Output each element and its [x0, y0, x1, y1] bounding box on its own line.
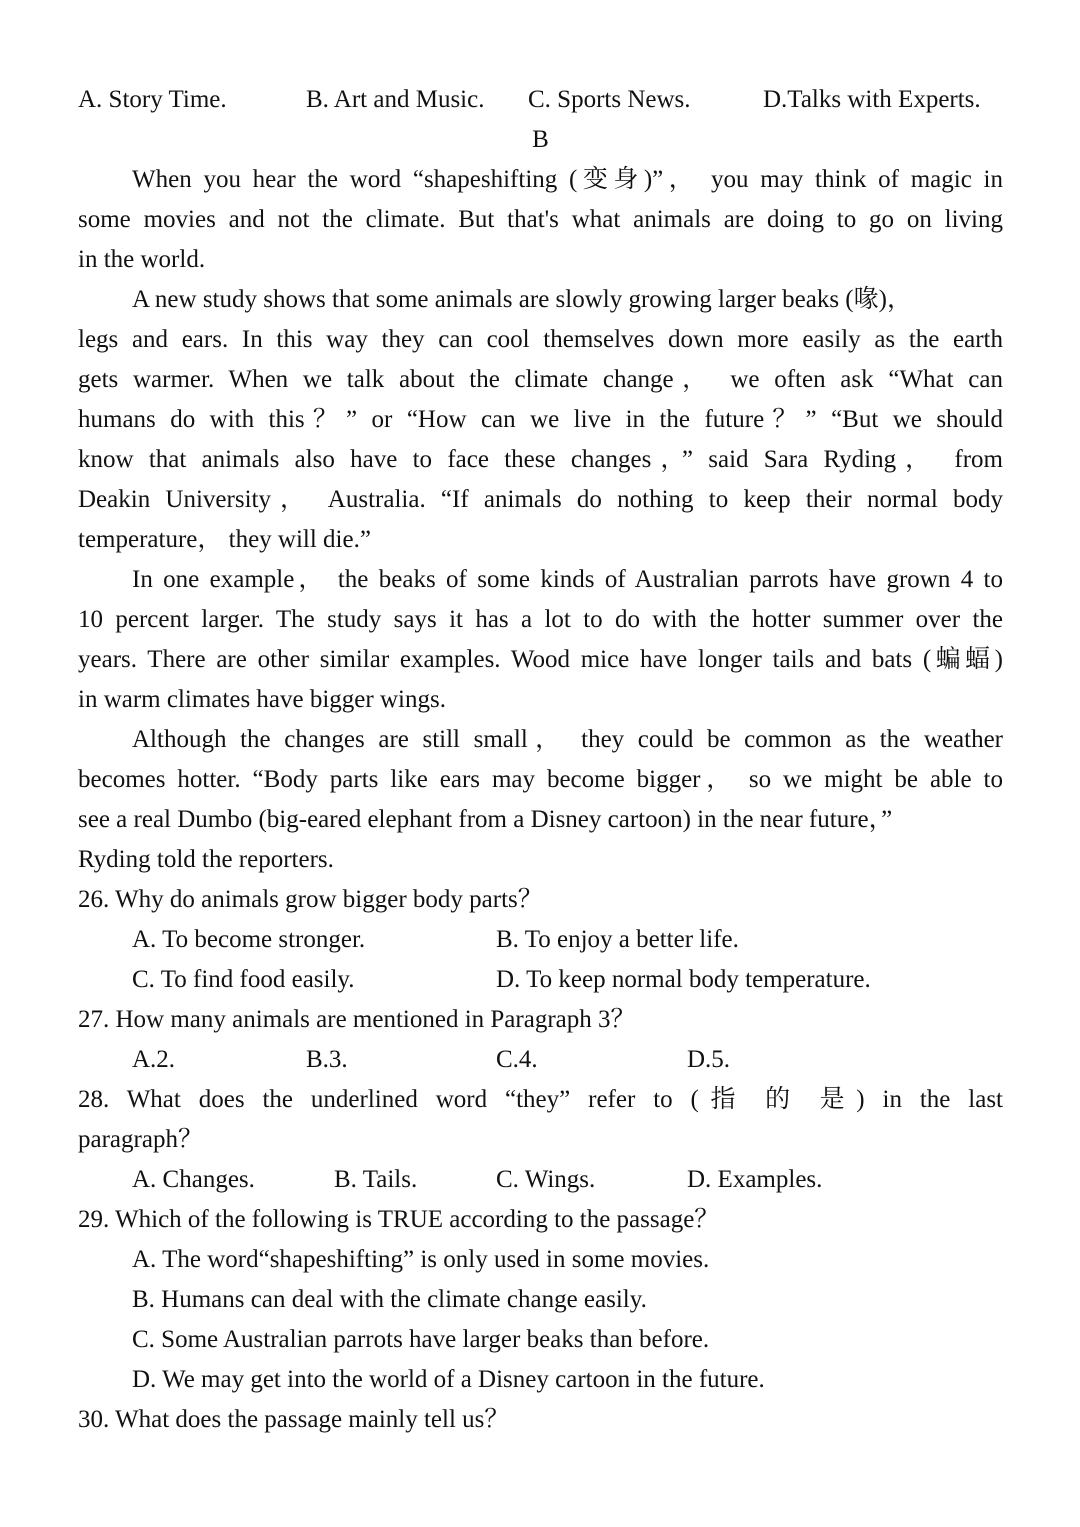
- question-26-options-row2: [78, 960, 1003, 1000]
- q26-option-b: B. To enjoy a better life.: [496, 926, 739, 953]
- option-a: A. Story Time.: [78, 86, 227, 113]
- question-27-stem: 27. How many animals are mentioned in Paragraph 3？: [78, 1006, 636, 1033]
- passage-p2-line1: A new study shows that some animals are slowly growing larger beaks (喙)，: [132, 286, 912, 313]
- passage-p2-line6: Deakin University， Australia. “If animals do nothing to keep their normal body: [78, 486, 1003, 513]
- question-26-options-row1: [78, 920, 1003, 960]
- q29-option-a: A. The word“shapeshifting” is only used in some movies.: [132, 1246, 710, 1273]
- passage-p1-line2: some movies and not the climate. But that's what animals are doing to go on living: [78, 206, 1003, 233]
- question-27-options: [78, 1040, 1003, 1080]
- section-label: B: [532, 126, 549, 153]
- q28-option-c: C. Wings.: [496, 1166, 596, 1193]
- q27-option-b: B.3.: [306, 1046, 348, 1073]
- q29-option-d: D. We may get into the world of a Disney cartoon in the future.: [132, 1366, 765, 1393]
- passage-p3-line2: 10 percent larger. The study says it has a lot to do with the hotter summer over the: [78, 606, 1003, 633]
- previous-question-options: [78, 80, 1003, 120]
- option-b: B. Art and Music.: [306, 86, 485, 113]
- question-28-options: [78, 1160, 1003, 1200]
- question-29-stem: 29. Which of the following is TRUE according to the passage？: [78, 1206, 720, 1233]
- passage-p4-line1: Although the changes are still small， they could be common as the weather: [132, 726, 1003, 753]
- question-28-stem-line2: paragraph？: [78, 1126, 203, 1153]
- q27-option-a: A.2.: [132, 1046, 176, 1073]
- q27-option-d: D.5.: [687, 1046, 731, 1073]
- passage-p2-line7: temperature， they will die.”: [78, 526, 371, 553]
- passage-p1-line3: in the world.: [78, 246, 206, 273]
- passage-p3-line3: years. There are other similar examples. Wood mice have longer tails and bats (蝙蝠): [78, 646, 1003, 673]
- passage-p2-line3: gets warmer. When we talk about the climate change， we often ask “What can: [78, 366, 1003, 393]
- passage-p4-line3: see a real Dumbo (big-eared elephant from a Disney cartoon) in the near future，”: [78, 806, 893, 833]
- passage-p3-line4: in warm climates have bigger wings.: [78, 686, 446, 713]
- option-d: D.Talks with Experts.: [763, 86, 981, 113]
- question-30-stem: 30. What does the passage mainly tell us？: [78, 1406, 510, 1433]
- option-c: C. Sports News.: [528, 86, 691, 113]
- passage-p4-line4: Ryding told the reporters.: [78, 846, 334, 873]
- q28-option-d: D. Examples.: [687, 1166, 823, 1193]
- q26-option-c: C. To find food easily.: [132, 966, 355, 993]
- passage-p2-line5: know that animals also have to face these changes，” said Sara Ryding， from: [78, 446, 1003, 473]
- q26-option-d: D. To keep normal body temperature.: [496, 966, 871, 993]
- question-28-stem-line1: 28. What does the underlined word “they” refer to (指 的 是) in the last: [78, 1086, 1003, 1113]
- q29-option-c: C. Some Australian parrots have larger beaks than before.: [132, 1326, 710, 1353]
- passage-p1-line1: When you hear the word “shapeshifting (变身)”， you may think of magic in: [132, 166, 1003, 193]
- passage-p3-line1: In one example， the beaks of some kinds of Australian parrots have grown 4 to: [132, 566, 1003, 593]
- exam-page: [78, 80, 1003, 1440]
- passage-p2-line2: legs and ears. In this way they can cool themselves down more easily as the earth: [78, 326, 1003, 353]
- q26-option-a: A. To become stronger.: [132, 926, 366, 953]
- q27-option-c: C.4.: [496, 1046, 538, 1073]
- q28-option-b: B. Tails.: [334, 1166, 418, 1193]
- q29-option-b: B. Humans can deal with the climate change easily.: [132, 1286, 647, 1313]
- q28-option-a: A. Changes.: [132, 1166, 255, 1193]
- passage-p4-line2: becomes hotter. “Body parts like ears may become bigger， so we might be able to: [78, 766, 1003, 793]
- passage-p2-line4: humans do with this？” or “How can we live in the future？” “But we should: [78, 406, 1003, 433]
- question-26-stem: 26. Why do animals grow bigger body parts？: [78, 886, 543, 913]
